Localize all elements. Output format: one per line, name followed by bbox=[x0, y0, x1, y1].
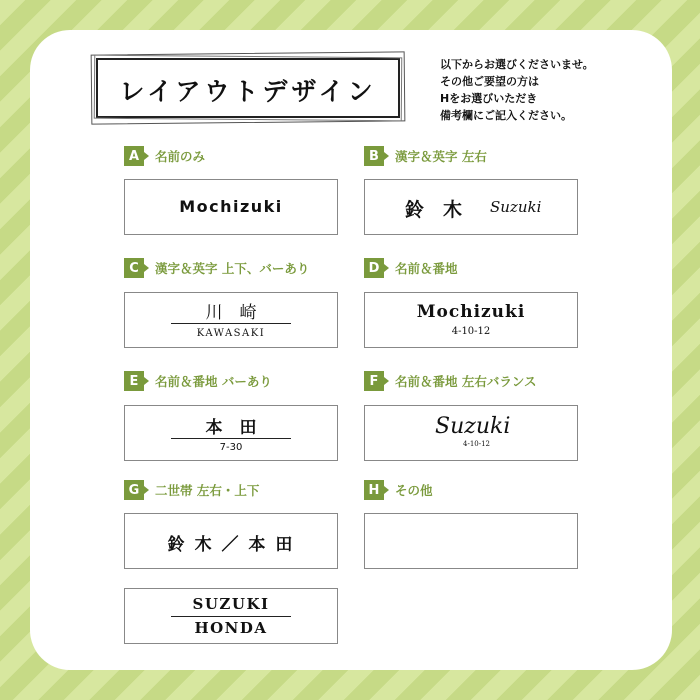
sample-address: 4-10-12 bbox=[463, 440, 490, 448]
option-a-sample[interactable] bbox=[124, 179, 338, 235]
layout-card bbox=[30, 30, 672, 670]
sample-bar bbox=[171, 438, 291, 439]
sample-bar bbox=[171, 616, 291, 617]
option-f-badge: F bbox=[364, 371, 384, 391]
option-h-header bbox=[364, 480, 433, 500]
option-d-badge: D bbox=[364, 258, 384, 278]
option-b-sample[interactable] bbox=[364, 179, 578, 235]
option-h-badge: H bbox=[364, 480, 384, 500]
sample-names: 鈴 木 ／ 本 田 bbox=[167, 535, 295, 555]
title-frame bbox=[96, 58, 400, 118]
sample-roman: KAWASAKI bbox=[196, 328, 266, 339]
sample-kanji: 本 田 bbox=[205, 418, 257, 438]
option-d-header bbox=[364, 258, 458, 278]
sample-address: 4-10-12 bbox=[451, 326, 491, 337]
option-e-label: 名前＆番地 バーあり bbox=[155, 374, 272, 389]
option-g-label: 二世帯 左右・上下 bbox=[155, 483, 260, 498]
option-g-badge: G bbox=[124, 480, 144, 500]
option-b-badge: B bbox=[364, 146, 384, 166]
intro-line: Hをお選びいただき bbox=[440, 92, 538, 105]
intro-line: 以下からお選びくださいませ。 bbox=[440, 58, 594, 71]
sample-address: 7-30 bbox=[219, 442, 243, 453]
option-e-badge: E bbox=[124, 371, 144, 391]
option-c-sample[interactable] bbox=[124, 292, 338, 348]
intro-text bbox=[440, 56, 660, 124]
option-h-label: その他 bbox=[395, 483, 433, 498]
option-a-header bbox=[124, 146, 205, 166]
option-d-sample[interactable] bbox=[364, 292, 578, 348]
page-title: レイアウトデザイン bbox=[119, 77, 377, 106]
option-c-label: 漢字＆英字 上下、バーあり bbox=[155, 261, 310, 276]
sample-name-bottom: HONDA bbox=[194, 619, 268, 637]
option-e-header bbox=[124, 371, 272, 391]
option-a-badge: A bbox=[124, 146, 144, 166]
option-g-sample-vertical[interactable] bbox=[124, 588, 338, 644]
intro-line: その他ご要望の方は bbox=[440, 75, 539, 88]
sample-name: Mochizuki bbox=[179, 197, 283, 216]
option-g-sample-horizontal[interactable] bbox=[124, 513, 338, 569]
option-c-header bbox=[124, 258, 309, 278]
sample-name: Suzuki bbox=[435, 414, 511, 439]
sample-bar bbox=[171, 323, 291, 324]
option-a-label: 名前のみ bbox=[155, 149, 206, 164]
option-h-sample[interactable] bbox=[364, 513, 578, 569]
option-c-badge: C bbox=[124, 258, 144, 278]
option-g-header bbox=[124, 480, 259, 500]
sample-name-top: SUZUKI bbox=[192, 595, 270, 613]
intro-line: 備考欄にご記入ください。 bbox=[440, 109, 572, 122]
option-b-header bbox=[364, 146, 487, 166]
option-f-label: 名前＆番地 左右バランス bbox=[395, 374, 537, 389]
option-f-sample[interactable] bbox=[364, 405, 578, 461]
sample-name: Mochizuki bbox=[416, 302, 526, 322]
sample-kanji: 川 崎 bbox=[205, 303, 257, 323]
option-b-label: 漢字＆英字 左右 bbox=[395, 149, 487, 164]
sample-roman: Suzuki bbox=[490, 198, 542, 216]
sample-kanji: 鈴 木 bbox=[405, 199, 463, 221]
option-e-sample[interactable] bbox=[124, 405, 338, 461]
option-d-label: 名前＆番地 bbox=[395, 261, 458, 276]
option-f-header bbox=[364, 371, 536, 391]
